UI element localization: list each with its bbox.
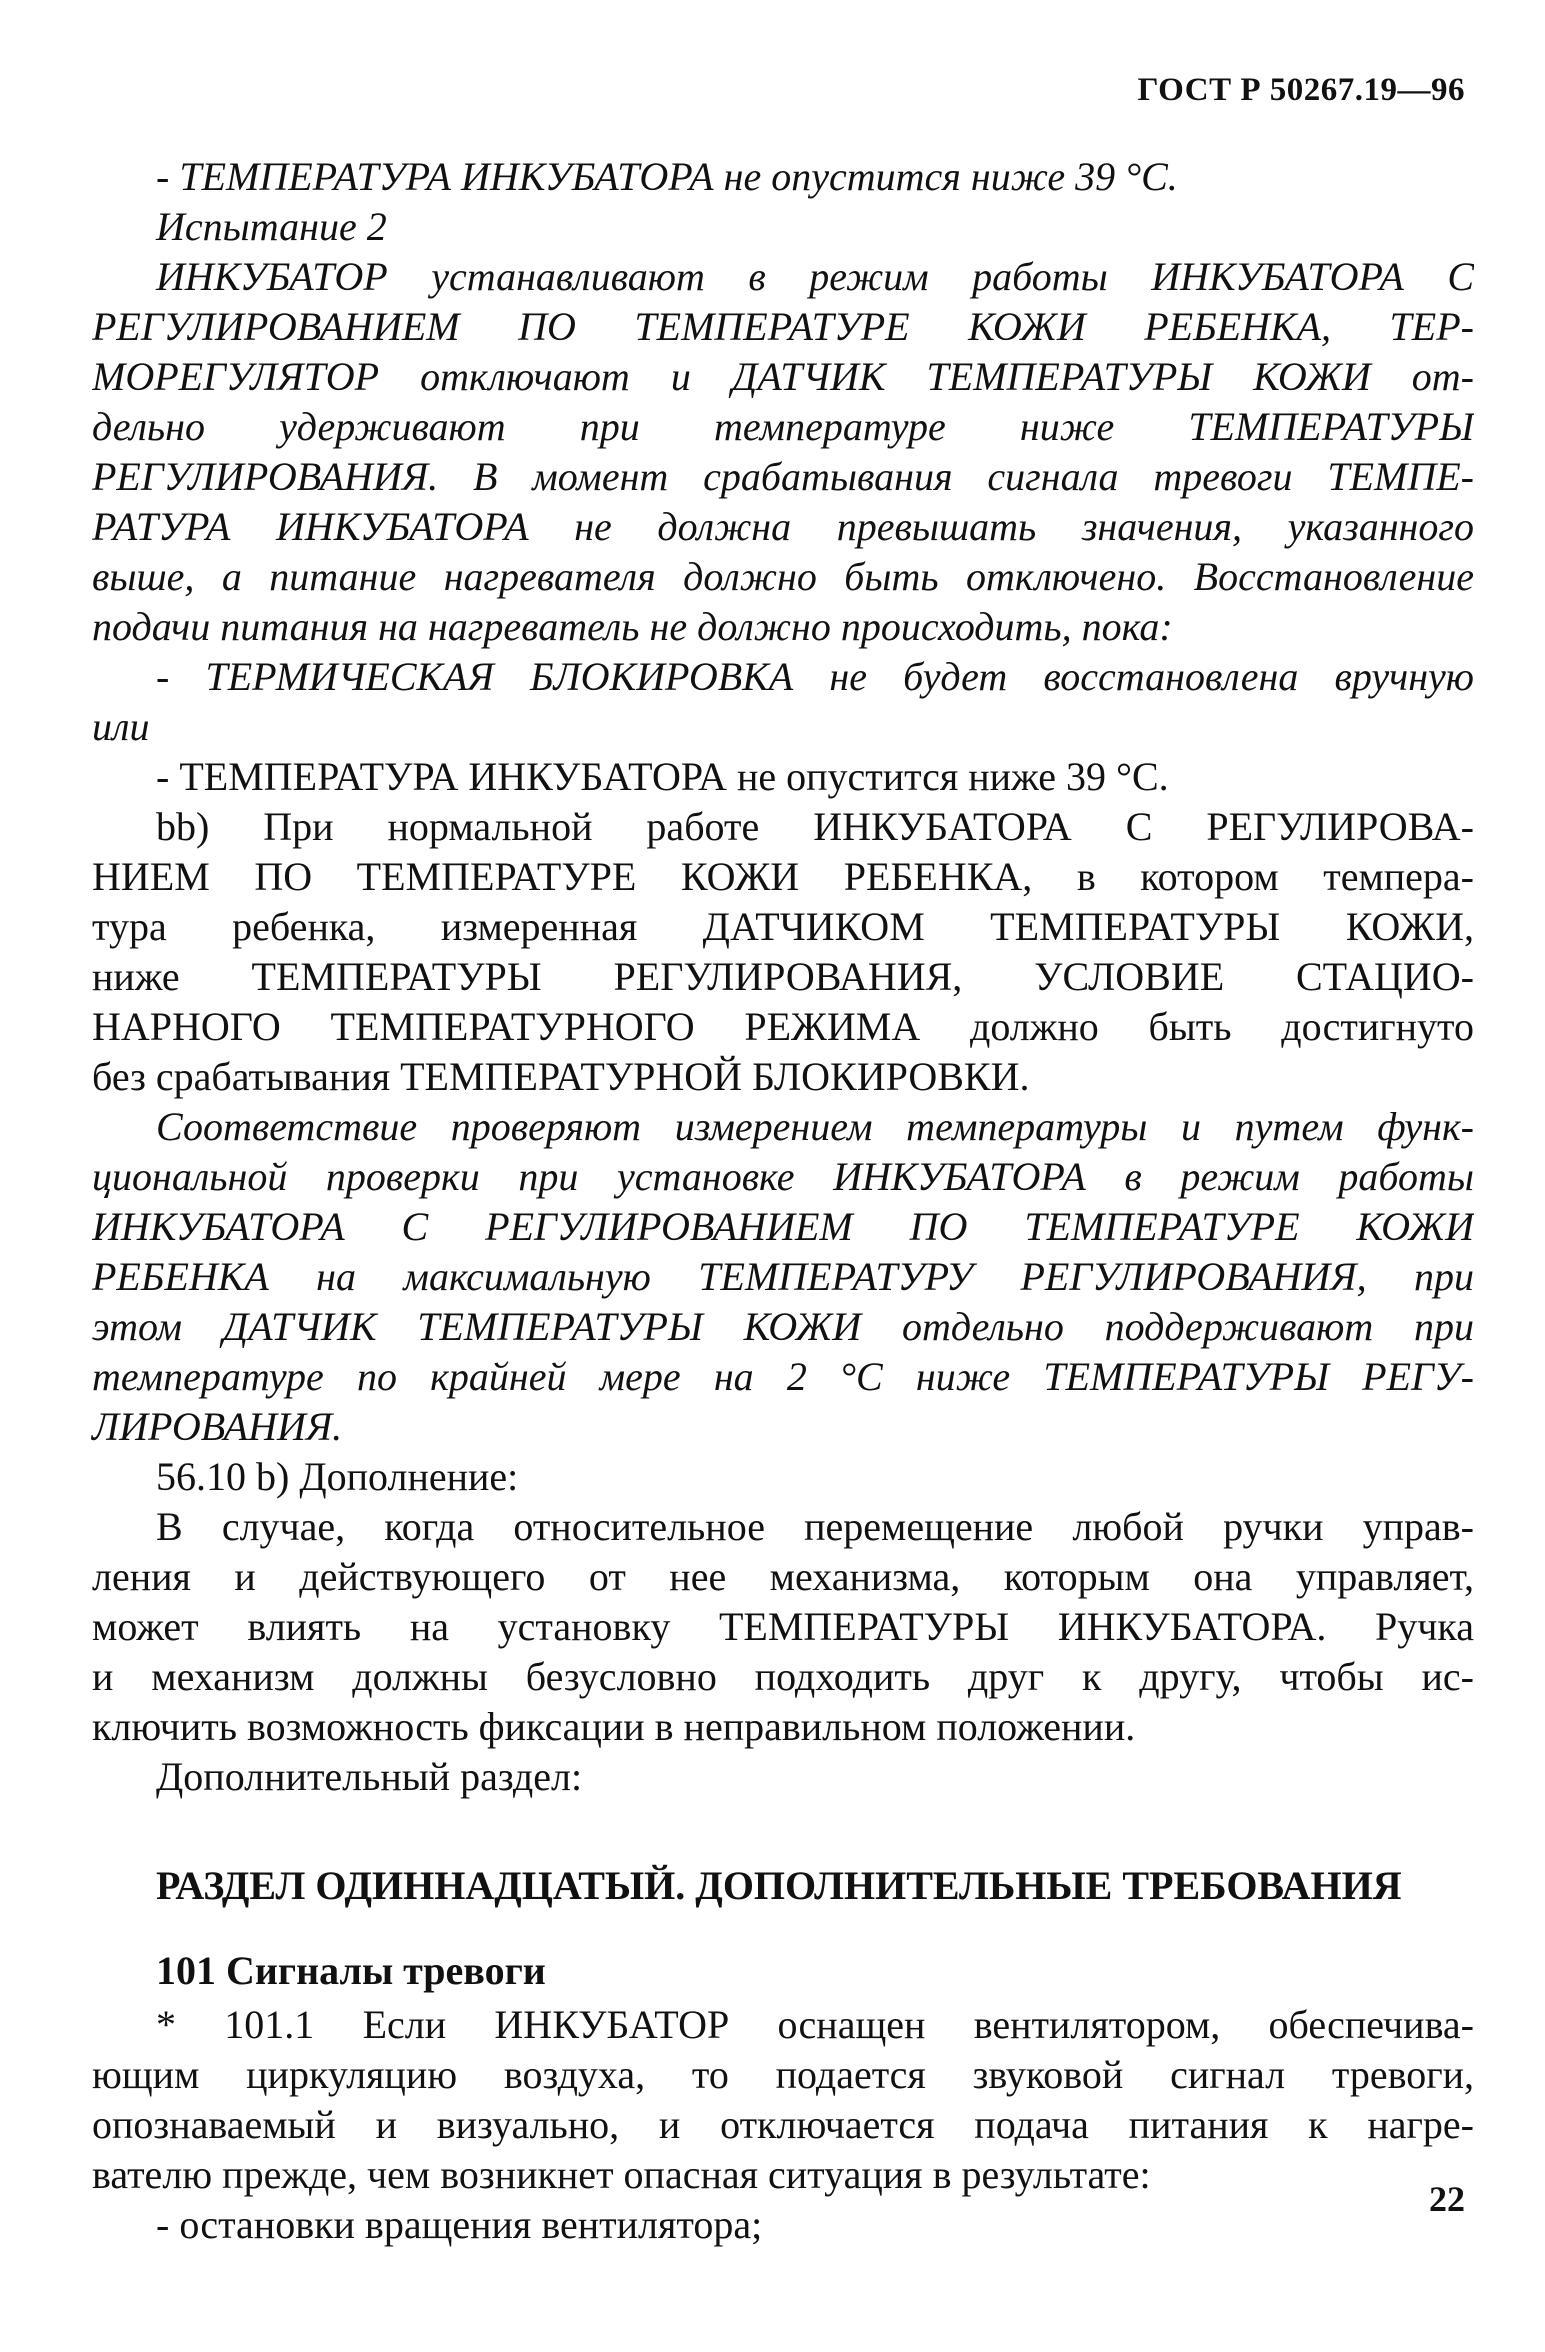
text-line: ющим циркуляцию воздуха, то подается звуковой сигнал тревоги, (92, 2052, 1474, 2097)
spacer (92, 1802, 1474, 1854)
text-line: Испытание 2 (156, 204, 387, 249)
text-line: - ТЕМПЕРАТУРА ИНКУБАТОРА не опустится ниже 39 °С. (156, 754, 1169, 799)
text-line: вателю прежде, чем возникнет опасная ситуация в результате: (92, 2152, 1151, 2197)
text-line: НИЕМ ПО ТЕМПЕРАТУРЕ КОЖИ РЕБЕНКА, в котором темпера- (92, 854, 1474, 899)
text-line: РАТУРА ИНКУБАТОРА не должна превышать значения, указанного (92, 504, 1474, 549)
text-line: РЕГУЛИРОВАНИЕМ ПО ТЕМПЕРАТУРЕ КОЖИ РЕБЕНКА, ТЕР- (92, 304, 1474, 349)
text-line: может влиять на установку ТЕМПЕРАТУРЫ ИНКУБАТОРА. Ручка (92, 1604, 1474, 1649)
text-line: ления и действующего от нее механизма, которым она управляет, (92, 1554, 1474, 1599)
text-line: Соответствие проверяют измерением температуры и путем функ- (156, 1104, 1474, 1149)
section-heading: РАЗДЕЛ ОДИННАДЦАТЫЙ. ДОПОЛНИТЕЛЬНЫЕ ТРЕБОВАНИЯ (156, 1863, 1402, 1908)
text-line: выше, а питание нагревателя должно быть отключено. Восстановление (92, 554, 1474, 599)
document-body (92, 152, 1474, 2250)
page-number: 22 (1429, 2179, 1465, 2219)
text-line: циональной проверки при установке ИНКУБАТОРА в режим работы (92, 1154, 1474, 1199)
text-line: РЕБЕНКА на максимальную ТЕМПЕРАТУРУ РЕГУЛИРОВАНИЯ, при (92, 1254, 1474, 1299)
text-line: без срабатывания ТЕМПЕРАТУРНОЙ БЛОКИРОВКИ. (92, 1054, 1030, 1099)
text-line: bb) При нормальной работе ИНКУБАТОРА С РЕГУЛИРОВА- (156, 804, 1474, 849)
text-line: температуре по крайней мере на 2 °С ниже ТЕМПЕРАТУРЫ РЕГУ- (92, 1354, 1474, 1399)
text-line: 56.10 b) Дополнение: (156, 1454, 519, 1499)
text-line: ИНКУБАТОР устанавливают в режим работы ИНКУБАТОРА С (156, 254, 1474, 299)
text-line: В случае, когда относительное перемещение любой ручки управ- (156, 1504, 1474, 1549)
text-line: или (92, 704, 150, 749)
text-line: - ТЕМПЕРАТУРА ИНКУБАТОРА не опустится ниже 39 °С. (156, 154, 1178, 199)
spacer (92, 1918, 1474, 1942)
text-line: НАРНОГО ТЕМПЕРАТУРНОГО РЕЖИМА должно быть достигнуто (92, 1004, 1474, 1049)
text-line: ЛИРОВАНИЯ. (92, 1404, 343, 1449)
text-line: РЕГУЛИРОВАНИЯ. В момент срабатывания сигнала тревоги ТЕМПЕ- (92, 454, 1474, 499)
text-line: Дополнительный раздел: (156, 1754, 583, 1799)
text-line: и механизм должны безусловно подходить друг к другу, чтобы ис- (92, 1654, 1474, 1699)
text-line: дельно удерживают при температуре ниже ТЕМПЕРАТУРЫ (92, 404, 1474, 449)
text-line: МОРЕГУЛЯТОР отключают и ДАТЧИК ТЕМПЕРАТУРЫ КОЖИ от- (92, 354, 1474, 399)
text-line: подачи питания на нагреватель не должно происходить, пока: (92, 604, 1173, 649)
document-number-header: ГОСТ Р 50267.19—96 (1137, 72, 1465, 108)
text-line: тура ребенка, измеренная ДАТЧИКОМ ТЕМПЕРАТУРЫ КОЖИ, (92, 904, 1474, 949)
text-line: опознаваемый и визуально, и отключается подача питания к нагре- (92, 2102, 1474, 2147)
text-line: этом ДАТЧИК ТЕМПЕРАТУРЫ КОЖИ отдельно поддерживают при (92, 1304, 1474, 1349)
text-line: ключить возможность фиксации в неправильном положении. (92, 1704, 1136, 1749)
text-line: ниже ТЕМПЕРАТУРЫ РЕГУЛИРОВАНИЯ, УСЛОВИЕ СТАЦИО- (92, 954, 1474, 999)
text-line: * 101.1 Если ИНКУБАТОР оснащен вентилятором, обеспечива- (156, 2002, 1474, 2047)
text-line: - ТЕРМИЧЕСКАЯ БЛОКИРОВКА не будет восстановлена вручную (156, 654, 1474, 699)
text-line: - остановки вращения вентилятора; (156, 2202, 763, 2247)
text-line: ИНКУБАТОРА С РЕГУЛИРОВАНИЕМ ПО ТЕМПЕРАТУРЕ КОЖИ (92, 1204, 1474, 1249)
subsection-heading: 101 Сигналы тревоги (156, 1948, 546, 1993)
